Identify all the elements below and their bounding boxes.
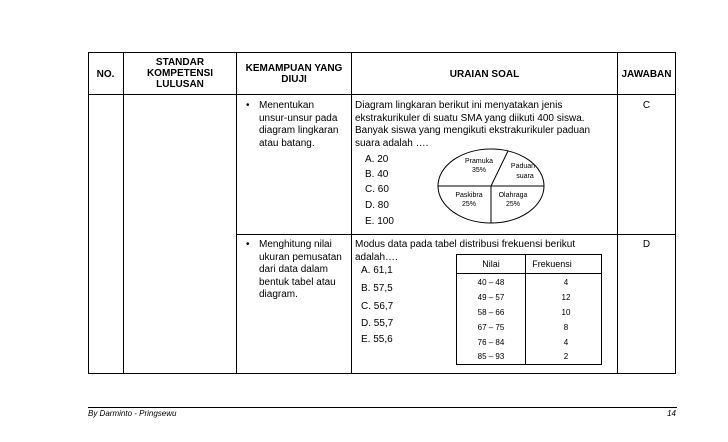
kemampuan-line: bentuk tabel atau (259, 276, 336, 288)
kemampuan-line: Menentukan (259, 100, 315, 111)
slice-label-pramuka: Pramuka (464, 158, 494, 165)
col-divider-2 (236, 52, 237, 374)
freq-nilai-cell: 85 – 93 (477, 352, 505, 361)
header-kemampuan-line1: KEMAMPUAN YANG (245, 63, 343, 74)
header-standar-line3: LULUSAN (156, 79, 204, 90)
kemampuan-line: Menghitung nilai (259, 239, 332, 250)
table-border-header-bottom (88, 94, 676, 95)
freq-nilai-cell: 67 – 75 (477, 323, 505, 332)
kemampuan-line: diagram. (259, 289, 298, 300)
soal-line: suara adalah …. (355, 137, 429, 149)
slice-value-paskibra: 25% (461, 201, 477, 208)
kemampuan-line: dari data dalam (259, 264, 328, 275)
option-e: E. 55,6 (361, 334, 393, 345)
bullet-icon: • (246, 239, 250, 250)
row1-jawaban: C (642, 100, 651, 111)
table-border-right (675, 52, 676, 374)
row1-kemampuan (246, 100, 350, 150)
slice-label-olahraga: Olahraga (498, 192, 528, 199)
kemampuan-line: diagram lingkaran (259, 125, 339, 136)
col-divider-3 (351, 52, 352, 374)
freq-border (456, 364, 602, 365)
row2-jawaban: D (642, 239, 651, 250)
freq-nilai-cell: 40 – 48 (477, 278, 505, 287)
row1-soal-text (355, 100, 617, 150)
soal-line: adalah…. (355, 251, 398, 263)
freq-frekuensi-cell: 4 (563, 278, 569, 287)
kemampuan-line: unsur-unsur pada (259, 112, 338, 124)
soal-line: ekstrakurikuler di suatu SMA yang diikuti 400 siswa. (355, 112, 585, 124)
soal-line: Modus data pada tabel distribusi frekuensi berikut (355, 239, 576, 250)
footer-divider (88, 407, 677, 408)
option-c: C. 60 (365, 184, 389, 195)
freq-nilai-cell: 76 – 84 (477, 338, 505, 347)
table-border-bottom (88, 373, 676, 374)
table-border-top (88, 52, 676, 53)
soal-line: Banyak siswa yang mengikuti ekstrakurikuler paduan (355, 125, 591, 136)
kemampuan-line: ukuran pemusatan (259, 251, 342, 263)
option-d: D. 80 (365, 200, 389, 211)
freq-frekuensi-cell: 4 (563, 338, 569, 347)
page-number: 14 (667, 409, 676, 418)
col-divider-1 (123, 52, 124, 374)
option-a: A. 61,1 (361, 265, 393, 276)
option-d: D. 55,7 (361, 318, 394, 329)
freq-nilai-cell: 58 – 66 (477, 308, 505, 317)
header-no: NO. (96, 69, 115, 80)
slice-value-olahraga: 25% (505, 201, 521, 208)
header-jawaban: JAWABAN (621, 69, 672, 80)
freq-border (456, 254, 602, 255)
freq-nilai-cell: 49 – 57 (477, 293, 505, 302)
slice-label-paskibra: Paskibra (455, 192, 483, 199)
freq-frekuensi-cell: 2 (563, 352, 569, 361)
row-divider (236, 234, 676, 235)
kemampuan-line: atau batang. (259, 137, 315, 149)
freq-header-frekuensi: Frekuensi (532, 259, 572, 269)
header-standar-line1: STANDAR (155, 57, 205, 68)
bullet-icon: • (246, 100, 250, 111)
freq-border (456, 273, 602, 274)
table-border-left (88, 52, 89, 374)
row2-kemampuan (246, 239, 350, 302)
footer-author: By Darminto - Pringsewu (88, 409, 177, 418)
header-standar-line2: KOMPETENSI (146, 68, 214, 79)
slice-value-paduan: suara (516, 173, 534, 180)
option-b: B. 57,5 (361, 283, 393, 294)
option-a: A. 20 (365, 154, 389, 165)
freq-frekuensi-cell: 12 (561, 293, 571, 302)
freq-header-nilai: Nilai (482, 259, 500, 269)
header-kemampuan (237, 63, 351, 85)
option-c: C. 56,7 (361, 301, 394, 312)
option-e: E. 100 (365, 216, 394, 227)
freq-frekuensi-cell: 8 (563, 323, 569, 332)
header-uraian-soal: URAIAN SOAL (449, 69, 520, 80)
header-kemampuan-line2: DIUJI (281, 74, 307, 85)
header-standar-kompetensi (124, 57, 236, 90)
slice-value-pramuka: 35% (471, 167, 487, 174)
pie-chart (436, 147, 546, 225)
slice-label-paduan: Paduan (510, 163, 536, 170)
freq-frekuensi-cell: 10 (561, 308, 571, 317)
soal-line: Diagram lingkaran berikut ini menyatakan jenis (355, 100, 563, 111)
option-b: B. 40 (365, 169, 389, 180)
